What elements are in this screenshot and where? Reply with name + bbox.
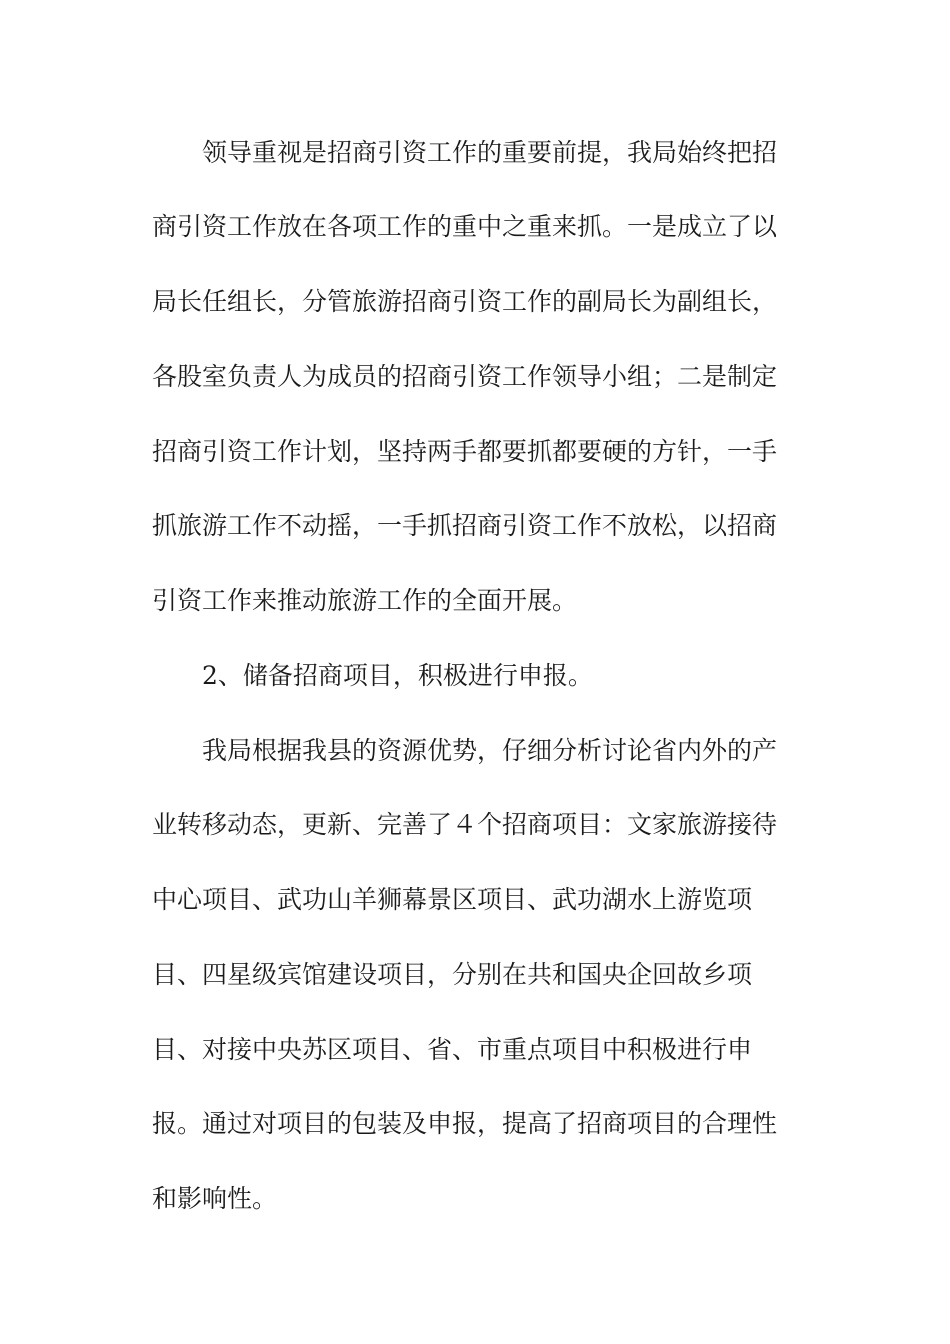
paragraph-1-line-7: 引资工作来推动旅游工作的全面开展。 — [152, 586, 578, 615]
paragraph-1-line-6: 抓旅游工作不动摇，一手抓招商引资工作不放松，以招商 — [152, 511, 778, 540]
paragraph-1-line-1: 领导重视是招商引资工作的重要前提，我局始终把招 — [202, 138, 778, 167]
section-heading-2: 2、储备招商项目，积极进行申报。 — [202, 661, 593, 690]
paragraph-2-line-2: 业转移动态，更新、完善了４个招商项目：文家旅游接待 — [152, 810, 778, 839]
paragraph-1-line-4: 各股室负责人为成员的招商引资工作领导小组；二是制定 — [152, 362, 778, 391]
paragraph-1-line-5: 招商引资工作计划，坚持两手都要抓都要硬的方针，一手 — [152, 437, 778, 466]
paragraph-1-line-3: 局长任组长，分管旅游招商引资工作的副局长为副组长， — [152, 287, 778, 316]
paragraph-2-line-1: 我局根据我县的资源优势，仔细分析讨论省内外的产 — [202, 736, 778, 765]
paragraph-2-line-4: 目、四星级宾馆建设项目，分别在共和国央企回故乡项 — [152, 960, 753, 989]
paragraph-2-line-3: 中心项目、武功山羊狮幕景区项目、武功湖水上游览项 — [152, 885, 753, 914]
paragraph-2-line-7: 和影响性。 — [152, 1184, 278, 1213]
paragraph-1-line-2: 商引资工作放在各项工作的重中之重来抓。一是成立了以 — [152, 212, 778, 241]
paragraph-2-line-6: 报。通过对项目的包装及申报，提高了招商项目的合理性 — [152, 1109, 778, 1138]
paragraph-2-line-5: 目、对接中央苏区项目、省、市重点项目中积极进行申 — [152, 1035, 753, 1064]
